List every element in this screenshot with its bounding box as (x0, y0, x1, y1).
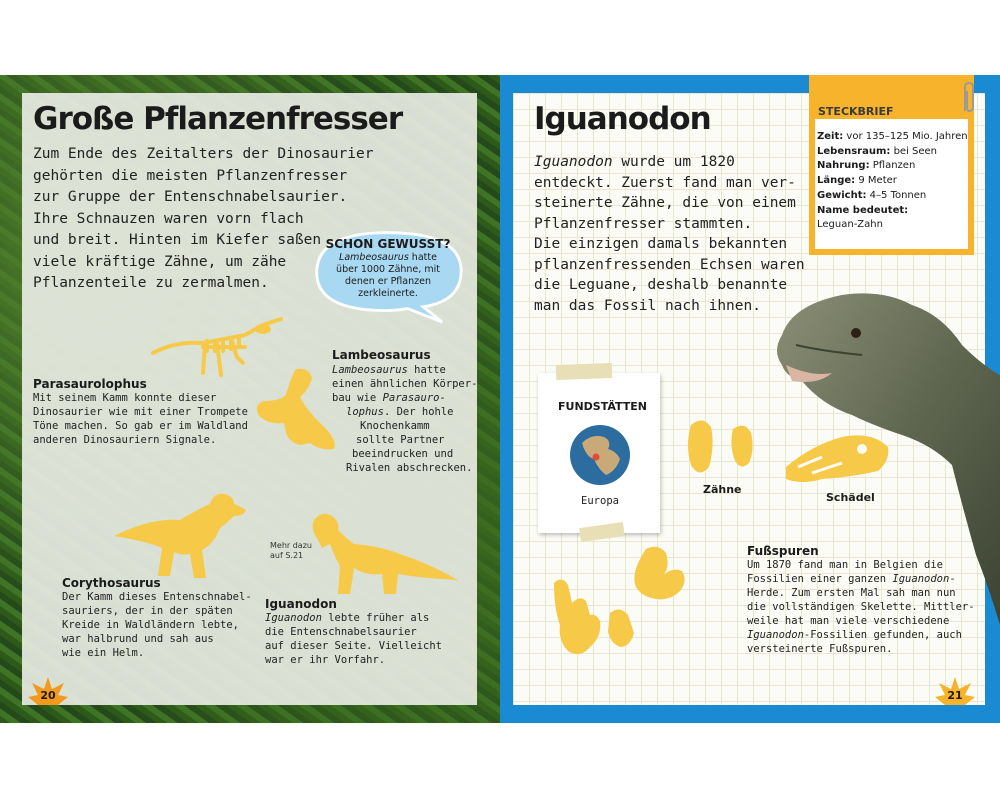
body-line: Rivalen abschrecken. (346, 462, 473, 474)
page-number-text: 21 (947, 689, 963, 702)
note-line: Mehr dazu (270, 541, 312, 550)
footprint-fossil-illustration (550, 543, 695, 668)
dino-name: Iguanodon (265, 612, 322, 624)
steckbrief-title: STECKBRIEF (818, 105, 894, 118)
lambeosaurus-text (332, 363, 477, 475)
body-line (747, 628, 975, 642)
iguanodon-silhouette (300, 508, 460, 598)
dino-name: Iguanodon (892, 573, 950, 585)
intro-line: man das Fossil nach ihnen. (534, 297, 761, 314)
intro-line: zur Gruppe der Entenschnabelsaurier. (33, 189, 348, 205)
body-text: bau wie (332, 392, 383, 404)
body-line: Kreide in Waldländern lebte, (62, 619, 240, 631)
body-line: beeindrucken und (352, 448, 454, 460)
tape-icon (580, 523, 630, 543)
intro-line: Die einzigen damals bekannten (534, 236, 788, 252)
body-line: anderen Dinosauriern Signale. (33, 434, 217, 446)
intro-line: pflanzenfressenden Echsen waren (534, 256, 805, 273)
paperclip-icon (960, 81, 976, 115)
fact-label: Zeit: (817, 131, 844, 142)
fact-name (817, 204, 969, 219)
fact-name-value: Leguan-Zahn (817, 219, 883, 231)
body-text: wurde um 1820 (612, 154, 735, 170)
body-line: sollte Partner (356, 434, 445, 446)
intro-line: Zum Ende des Zeitalters der Dinosaurier (33, 146, 374, 162)
bubble-name: Lambeosaurus (339, 252, 409, 263)
fact-label: Gewicht: (817, 189, 867, 201)
body-text: lebte früher als (321, 612, 430, 624)
dino-name: Lambeosaurus (332, 364, 408, 376)
iguanodon-heading: Iguanodon (265, 597, 337, 611)
body-line: Herde. Zum ersten Mal sah man nun (747, 587, 956, 599)
body-line: Mit seinem Kamm konnte dieser (33, 392, 217, 404)
corythosaurus-silhouette (110, 488, 250, 583)
dino-name: Iguanodon (534, 154, 613, 170)
bubble-heading: SCHON GEWUSST? (325, 237, 451, 251)
note-line: auf S.21 (270, 551, 304, 560)
intro-line: Ihre Schnauzen waren vorn flach (33, 210, 304, 227)
intro-line (534, 152, 805, 173)
fact-value: vor 135–125 Mio. Jahren (843, 131, 968, 142)
fact-gewicht (817, 189, 969, 204)
bubble-line: hatte (408, 252, 437, 263)
fact-nahrung (817, 159, 969, 174)
fact-lebensraum (817, 145, 969, 160)
body-text: Fossilien einer ganzen (747, 573, 893, 585)
body-text: - (949, 573, 956, 585)
skull-label: Schädel (826, 491, 875, 504)
body-line: Knochenkamm (360, 420, 430, 432)
intro-line: steinerte Zähne, die von einem (534, 195, 796, 211)
body-line: einen ähnlichen Körper- (332, 378, 478, 390)
iguanodon-text (265, 611, 442, 667)
page-number-text: 20 (40, 689, 56, 702)
fact-zeit (817, 130, 969, 145)
intro-line: entdeckt. Zuerst fand man ver- (534, 174, 796, 191)
body-line: Dinosaurier wie mit einer Trompete (33, 406, 248, 418)
intro-line: und breit. Hinten im Kiefer saßen (33, 232, 322, 248)
bubble-line: zerkleinerte. (358, 288, 418, 299)
body-line: Um 1870 fand man in Belgien die (747, 559, 943, 571)
body-line (332, 391, 477, 405)
intro-line: gehörten die meisten Pflanzenfresser (33, 167, 348, 184)
fussspuren-heading: Fußspuren (747, 544, 819, 558)
parasaurolophus-heading: Parasaurolophus (33, 377, 147, 391)
body-line: die Entenschnabelsaurier (265, 626, 417, 638)
corythosaurus-text (62, 590, 252, 660)
bubble-line: denen er Pflanzen (345, 276, 431, 287)
body-text: . Der hohle (383, 406, 454, 418)
fact-value: bei Seen (890, 145, 938, 157)
intro-line: Pflanzenfresser stammten. (534, 215, 753, 232)
corythosaurus-heading: Corythosaurus (62, 576, 161, 590)
steckbrief-facts (817, 130, 969, 233)
body-line: sauriers, der in der späten (62, 605, 233, 617)
body-line (747, 572, 975, 586)
fundstaetten-region: Europa (581, 495, 619, 507)
fact-laenge (817, 174, 969, 189)
body-line (332, 405, 477, 419)
body-line: Der Kamm dieses Entenschnabel- (62, 591, 252, 603)
page-number-right (935, 675, 975, 709)
dino-name: Parasauro- (382, 392, 446, 404)
skull-fossil-illustration (782, 427, 892, 492)
left-page (0, 75, 500, 723)
book-spread (0, 75, 1000, 723)
body-line: weile hat man viele verschiedene (747, 615, 950, 627)
dino-name: Iguanodon (747, 629, 804, 641)
body-line: Töne machen. So gab er im Waldland (33, 420, 248, 432)
body-line: versteinerte Fußspuren. (747, 643, 893, 655)
intro-line: die Leguane, deshalb benannte (534, 277, 788, 293)
left-page-title: Große Pflanzenfresser (33, 101, 403, 137)
intro-line: Pflanzenteile zu zermalmen. (33, 275, 269, 291)
body-line: auf dieser Seite. Vielleicht (265, 640, 443, 652)
fact-value: 4–5 Tonnen (866, 189, 927, 201)
teeth-label: Zähne (703, 483, 742, 496)
teeth-fossil-illustration (685, 415, 760, 480)
body-line (332, 363, 477, 377)
bubble-text (318, 238, 458, 300)
body-line: die vollständigen Skelette. Mittler- (747, 601, 975, 613)
fact-value: 9 Meter (855, 175, 897, 187)
body-text: hatte (407, 364, 446, 376)
fact-label: Lebensraum: (817, 145, 891, 157)
fact-label: Nahrung: (817, 160, 870, 172)
bubble-line: über 1000 Zähne, mit (336, 264, 440, 275)
body-text: -Fossilien gefunden, auch (803, 629, 962, 641)
parasaurolophus-text (33, 391, 248, 447)
cross-reference-note (270, 541, 312, 561)
tape-icon (556, 362, 616, 382)
body-line: war er ihr Vorfahr. (265, 654, 386, 666)
fussspuren-text (747, 558, 975, 656)
body-line (265, 611, 442, 625)
body-line: war halbrund und sah aus (62, 633, 214, 645)
page-number-left (28, 675, 68, 709)
intro-line: viele kräftige Zähne, um zähe (33, 253, 287, 270)
right-page (500, 75, 1000, 723)
fundstaetten-title: FUNDSTÄTTEN (558, 400, 647, 413)
fact-label: Länge: (817, 175, 856, 187)
globe-icon (568, 423, 632, 487)
dino-name: lophus (346, 406, 384, 418)
lambeosaurus-heading: Lambeosaurus (332, 348, 431, 362)
fact-label: Name bedeutet: (817, 204, 909, 216)
lambeosaurus-silhouette (250, 365, 340, 455)
right-page-title: Iguanodon (534, 101, 711, 137)
body-line: wie ein Helm. (62, 647, 145, 659)
fact-value: Pflanzen (869, 160, 916, 172)
